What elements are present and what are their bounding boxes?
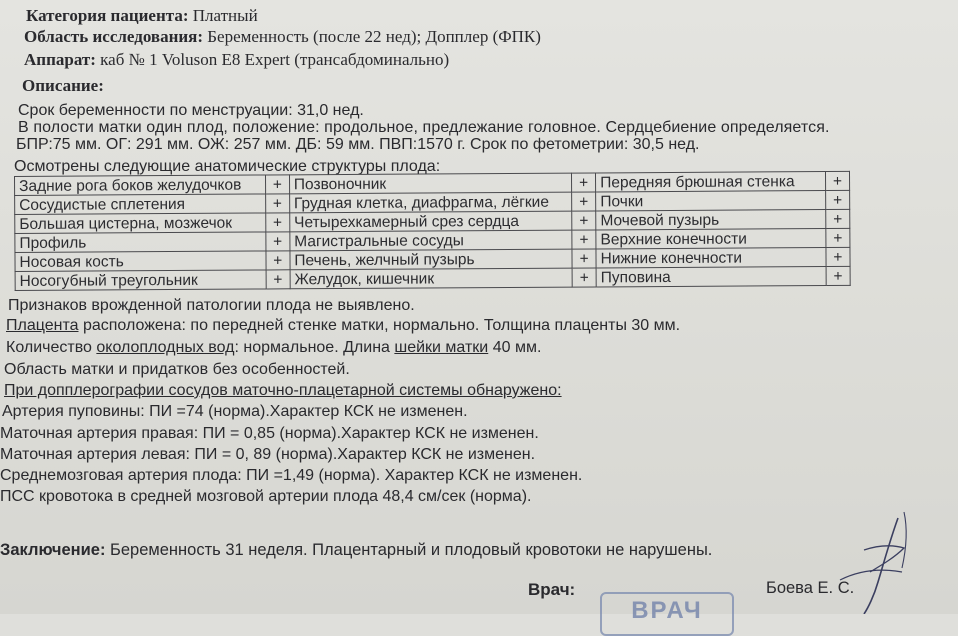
category-row bbox=[26, 6, 258, 26]
table-cell: Задние рога боков желудочков bbox=[15, 175, 266, 196]
device-value: каб № 1 Voluson E8 Expert (трансабдоминально) bbox=[100, 50, 450, 69]
table-cell: Большая цистерна, мозжечок bbox=[15, 213, 266, 234]
table-mark: + bbox=[572, 230, 596, 249]
doctor-stamp: ВРАЧ bbox=[600, 592, 734, 636]
table-cell: Верхние конечности bbox=[596, 229, 826, 249]
placenta-line bbox=[6, 316, 680, 336]
doctor-name: Боева Е. С. bbox=[766, 579, 855, 597]
umbilical-line: Артерия пуповины: ПИ =74 (норма).Характер КСК не изменен. bbox=[2, 403, 468, 420]
table-cell: Четырехкамерный срез сердца bbox=[290, 211, 572, 232]
conclusion-line bbox=[0, 540, 712, 560]
table-cell: Сосудистые сплетения bbox=[15, 194, 266, 215]
placenta-text: расположена: по передней стенке матки, нормально. Толщина плаценты 30 мм. bbox=[78, 317, 681, 334]
table-row bbox=[15, 266, 850, 290]
anatomy-table bbox=[14, 171, 851, 291]
doppler-title: При допплерографии сосудов маточно-плацетарной системы обнаружено: bbox=[4, 382, 562, 399]
fluid-pre: Количество bbox=[6, 339, 97, 356]
table-cell: Почки bbox=[596, 191, 826, 211]
table-cell: Магистральные сосуды bbox=[290, 230, 572, 251]
biometry-line: БПР:75 мм. ОГ: 291 мм. ОЖ: 257 мм. ДБ: 59 мм. ПВП:1570 г. Срок по фетометрии: 30,5 нед. bbox=[16, 136, 700, 153]
term-line: Срок беременности по менструации: 31,0 нед. bbox=[18, 102, 364, 119]
table-cell: Носовая кость bbox=[15, 251, 266, 272]
area-row bbox=[24, 27, 541, 47]
table-cell: Грудная клетка, диафрагма, лёгкие bbox=[289, 192, 571, 213]
table-mark: + bbox=[572, 268, 596, 287]
area-label: Область исследования: bbox=[24, 27, 204, 46]
table-cell: Нижние конечности bbox=[596, 248, 826, 268]
table-mark: + bbox=[571, 173, 595, 192]
handwritten-signature bbox=[780, 510, 950, 614]
table-mark: + bbox=[572, 249, 596, 268]
description-label: Описание: bbox=[22, 76, 104, 95]
table-cell: Печень, желчный пузырь bbox=[290, 249, 572, 270]
uterine-right-line: Маточная артерия правая: ПИ = 0,85 (норма).Характер КСК не изменен. bbox=[0, 425, 539, 442]
conclusion-label: Заключение: bbox=[0, 541, 106, 559]
table-mark: + bbox=[572, 211, 596, 230]
table-mark: + bbox=[266, 232, 290, 251]
table-mark: + bbox=[265, 194, 289, 213]
table-mark: + bbox=[266, 251, 290, 270]
table-mark: + bbox=[826, 209, 850, 228]
psv-line: ПСС кровотока в средней мозговой артерии плода 48,4 см/сек (норма). bbox=[0, 488, 532, 505]
table-mark: + bbox=[825, 171, 849, 190]
table-cell: Позвоночник bbox=[289, 173, 571, 194]
table-mark: + bbox=[572, 192, 596, 211]
pathology-line: Признаков врожденной патологии плода не выявлено. bbox=[8, 297, 415, 314]
device-row bbox=[24, 50, 449, 70]
fetus-line: В полости матки один плод, положение: продольное, предлежание головное. Сердцебиение определяется. bbox=[18, 119, 830, 136]
conclusion-text: Беременность 31 неделя. Плацентарный и плодовый кровотоки не нарушены. bbox=[105, 541, 713, 559]
table-mark: + bbox=[826, 266, 850, 285]
fluid-line bbox=[6, 338, 541, 358]
adnexa-line: Область матки и придатков без особенностей. bbox=[4, 361, 350, 378]
table-cell: Пуповина bbox=[596, 267, 826, 287]
table-mark: + bbox=[265, 213, 289, 232]
table-mark: + bbox=[826, 247, 850, 266]
table-cell: Мочевой пузырь bbox=[596, 210, 826, 230]
category-value: Платный bbox=[192, 6, 258, 25]
area-value: Беременность (после 22 нед); Допплер (ФПК) bbox=[207, 27, 541, 46]
table-cell: Носогубный треугольник bbox=[15, 270, 266, 291]
structures-title: Осмотрены следующие анатомические структуры плода: bbox=[14, 158, 441, 175]
fluid-mid: : нормальное. Длина bbox=[234, 339, 395, 356]
cervix-text: 40 мм. bbox=[488, 339, 542, 356]
device-label: Аппарат: bbox=[24, 50, 96, 69]
table-mark: + bbox=[266, 270, 290, 289]
mca-line: Среднемозговая артерия плода: ПИ =1,49 (норма). Характер КСК не изменен. bbox=[0, 467, 583, 484]
placenta-label: Плацента bbox=[6, 317, 79, 334]
table-mark: + bbox=[265, 175, 289, 194]
uterine-left-line: Маточная артерия левая: ПИ = 0, 89 (норма).Характер КСК не изменен. bbox=[0, 446, 536, 463]
table-cell: Профиль bbox=[15, 232, 266, 253]
table-mark: + bbox=[825, 190, 849, 209]
category-label: Категория пациента: bbox=[26, 6, 189, 25]
cervix-label: шейки матки bbox=[394, 339, 489, 356]
fluid-label: околоплодных вод bbox=[96, 339, 235, 356]
doctor-label: Врач: bbox=[528, 580, 576, 599]
table-mark: + bbox=[826, 228, 850, 247]
table-cell: Желудок, кишечник bbox=[290, 268, 572, 289]
table-cell: Передняя брюшная стенка bbox=[596, 172, 826, 192]
